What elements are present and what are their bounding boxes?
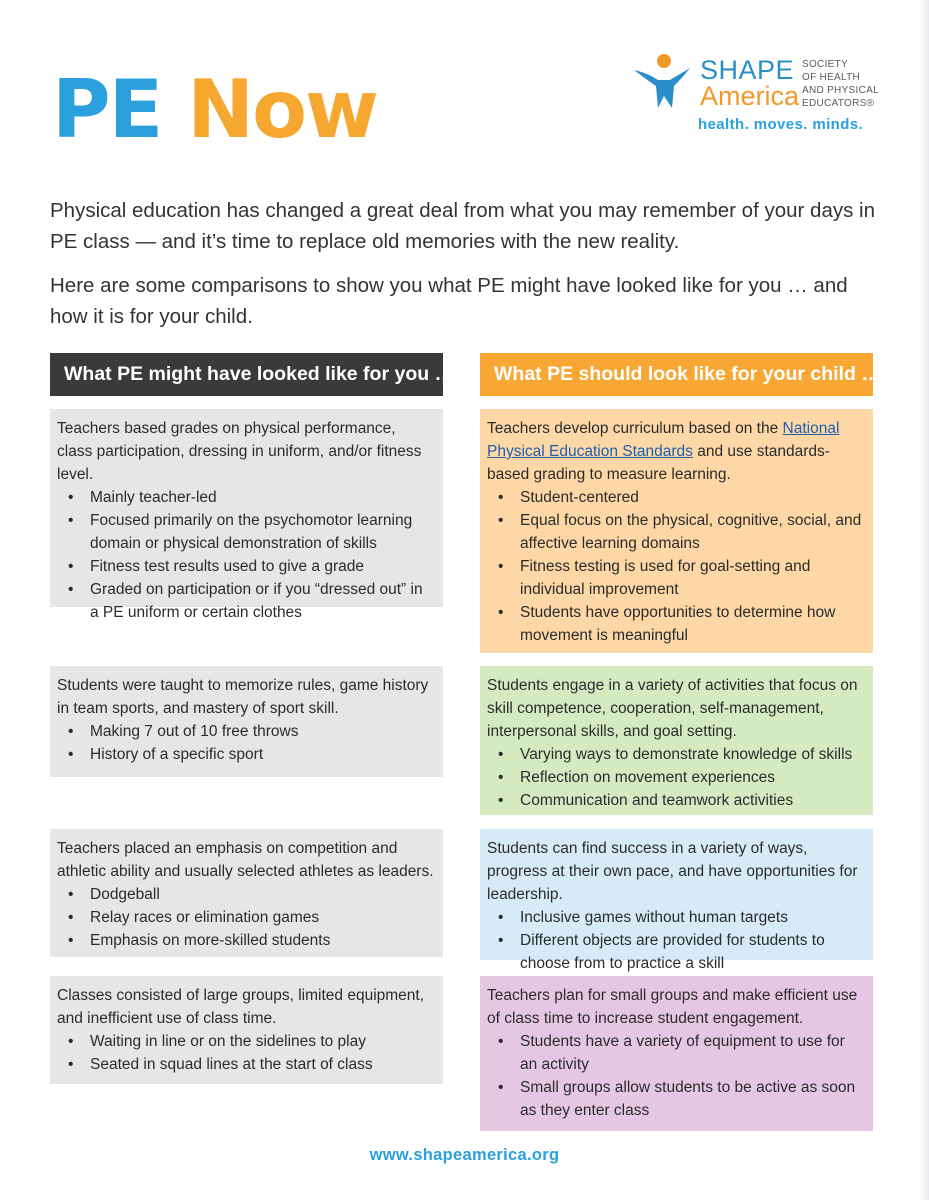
then-card-text: Students were taught to memorize rules, game history in team sports, and mastery of sport skill. bbox=[57, 677, 429, 717]
list-item: • Fitness testing is used for goal-setting and individual improvement bbox=[520, 555, 865, 601]
now-card-text: Students can find success in a variety of ways, progress at their own pace, and have opportunities for leadership. bbox=[487, 840, 858, 903]
logo-shape-text: SHAPE bbox=[700, 55, 795, 85]
list-item: • Reflection on movement experiences bbox=[520, 766, 865, 789]
now-card-text: Teachers develop curriculum based on the National Physical Education Standards and use standards-based grading to measure learning. bbox=[487, 420, 840, 483]
intro-paragraph-1: Physical education has changed a great deal from what you may remember of your days in PE class — and it’s time to replace old memories with the new reality. bbox=[50, 199, 875, 253]
title-now: Now bbox=[187, 63, 377, 156]
header-then: What PE might have looked like for you … bbox=[50, 353, 443, 396]
intro-paragraph-2: Here are some comparisons to show you what PE might have looked like for you … and how it is for your child. bbox=[50, 274, 848, 328]
then-card-2 bbox=[50, 666, 443, 777]
list-item: • Different objects are provided for students to choose from to practice a skill bbox=[520, 929, 865, 975]
now-card-text: Teachers plan for small groups and make efficient use of class time to increase student engagement. bbox=[487, 987, 858, 1027]
list-item: • Graded on participation or if you “dressed out” in a PE uniform or certain clothes bbox=[90, 578, 435, 624]
title-pe: PE bbox=[52, 63, 162, 156]
national-standards-link[interactable]: National Physical Education Standards bbox=[487, 420, 840, 460]
now-card-3 bbox=[480, 829, 873, 972]
list-item: • Relay races or elimination games bbox=[90, 906, 435, 929]
list-item: • Small groups allow students to be active as soon as they enter class bbox=[520, 1076, 865, 1122]
then-card-text: Teachers placed an emphasis on competition and athletic ability and usually selected athletes as leaders. bbox=[57, 840, 434, 880]
logo-figure-icon bbox=[632, 52, 692, 110]
list-item: • Emphasis on more-skilled students bbox=[90, 929, 435, 952]
then-card-1 bbox=[50, 409, 443, 621]
logo-america-text: America bbox=[700, 81, 800, 111]
list-item: • Students have a variety of equipment to use for an activity bbox=[520, 1030, 865, 1076]
now-card-1 bbox=[480, 409, 873, 653]
list-item: • Communication and teamwork activities bbox=[520, 789, 865, 812]
now-card-text: Students engage in a variety of activities that focus on skill competence, cooperation, self-management, interpersonal skills, and goal setting. bbox=[487, 677, 858, 740]
now-card-4 bbox=[480, 976, 873, 1131]
list-item: • Equal focus on the physical, cognitive, social, and affective learning domains bbox=[520, 509, 865, 555]
list-item: • Mainly teacher-led bbox=[90, 486, 435, 509]
footer-url-link[interactable]: www.shapeamerica.org bbox=[369, 1146, 560, 1164]
shape-america-logo bbox=[632, 50, 879, 140]
list-item: • Inclusive games without human targets bbox=[520, 906, 865, 929]
page-edge bbox=[919, 0, 929, 1200]
page-title bbox=[52, 60, 377, 160]
list-item: • Students have opportunities to determine how movement is meaningful bbox=[520, 601, 865, 647]
then-card-4 bbox=[50, 976, 443, 1084]
list-item: • Varying ways to demonstrate knowledge of skills bbox=[520, 743, 865, 766]
list-item: • Focused primarily on the psychomotor learning domain or physical demonstration of skills bbox=[90, 509, 435, 555]
then-card-text: Teachers based grades on physical performance, class participation, dressing in uniform, and/or fitness level. bbox=[57, 420, 422, 483]
then-card-text: Classes consisted of large groups, limited equipment, and inefficient use of class time. bbox=[57, 987, 425, 1027]
then-card-3 bbox=[50, 829, 443, 957]
list-item: • Making 7 out of 10 free throws bbox=[90, 720, 435, 743]
list-item: • Student-centered bbox=[520, 486, 865, 509]
list-item: • Seated in squad lines at the start of class bbox=[90, 1053, 435, 1076]
list-item: • History of a specific sport bbox=[90, 743, 435, 766]
list-item: • Waiting in line or on the sidelines to play bbox=[90, 1030, 435, 1053]
logo-society-text: SOCIETY OF HEALTH AND PHYSICAL EDUCATORS® bbox=[802, 59, 879, 109]
list-item: • Fitness test results used to give a grade bbox=[90, 555, 435, 578]
logo-tagline: health. moves. minds. bbox=[698, 116, 864, 133]
now-card-2 bbox=[480, 666, 873, 815]
list-item: • Dodgeball bbox=[90, 883, 435, 906]
header-now: What PE should look like for your child … bbox=[480, 353, 873, 396]
